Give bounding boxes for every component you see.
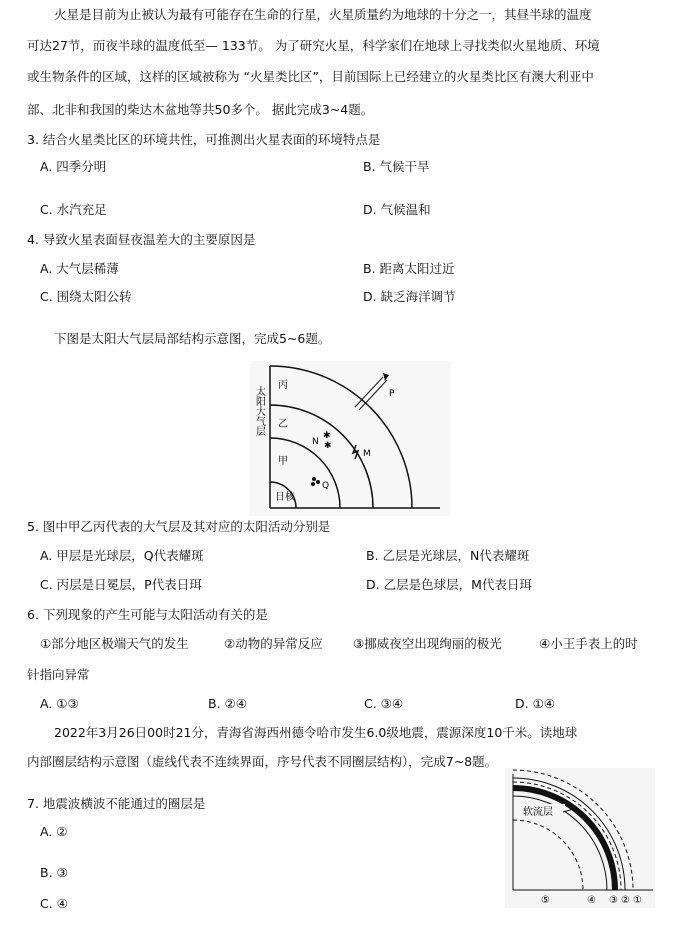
label-p: P (389, 389, 395, 399)
layer-1-label: ① (633, 895, 642, 906)
earth-interior-diagram (505, 768, 655, 908)
sun-intro: 下图是太阳大气层局部结构示意图，完成5~6题。 (54, 331, 331, 346)
q7-option-c: C. ④ (40, 896, 68, 911)
label-n: N (312, 437, 319, 447)
q6-item-2: ②动物的异常反应 (224, 636, 323, 651)
layer-3-label: ③ (609, 895, 618, 906)
q6-option-a: A. ①③ (40, 696, 79, 711)
sun-core: 日核 (275, 492, 295, 503)
intro-line-3: 或生物条件的区域，这样的区域被称为 “火星类比区”，目前国际上已经建立的火星类比区有澳大利亚中 (27, 69, 594, 84)
layer-2-label: ② (621, 895, 630, 906)
q3-option-d: D. 气候温和 (363, 202, 431, 217)
q5-stem: 5. 图中甲乙丙代表的大气层及其对应的太阳活动分别是 (27, 519, 331, 534)
q6-option-c: C. ③④ (364, 696, 404, 711)
quake-intro-line-2: 内部圈层结构示意图（虚线代表不连续界面，序号代表不同圈层结构），完成7~8题。 (27, 754, 498, 769)
layer-4-label: ④ (587, 895, 596, 906)
q5-option-b: B. 乙层是光球层，N代表耀斑 (366, 548, 530, 563)
q5-option-d: D. 乙层是色球层，M代表日珥 (366, 577, 532, 592)
q6-stem: 6. 下列现象的产生可能与太阳活动有关的是 (27, 607, 268, 622)
spots-n: ✱ (323, 431, 331, 441)
layer-bing: 丙 (278, 380, 288, 391)
q6-item-3: ③挪威夜空出现绚丽的极光 (353, 636, 502, 651)
q3-option-b: B. 气候干旱 (363, 159, 430, 174)
q4-stem: 4. 导致火星表面昼夜温差大的主要原因是 (27, 232, 256, 247)
q4-option-d: D. 缺乏海洋调节 (363, 289, 456, 304)
spots-n-2: ✱ (324, 441, 332, 451)
q6-option-d: D. ①④ (515, 696, 555, 711)
q4-option-b: B. 距离太阳过近 (363, 261, 455, 276)
sun-side-label: 太阳大气层 (253, 386, 265, 436)
sun-atmosphere-diagram (250, 361, 450, 516)
q6-option-b: B. ②④ (208, 696, 247, 711)
q6-item-4-cont: 针指向异常 (27, 667, 90, 682)
intro-line-4: 部、北非和我国的柴达木盆地等共50多个。 据此完成3~4题。 (27, 102, 374, 117)
q3-option-a: A. 四季分明 (40, 159, 107, 174)
label-m: M (363, 449, 371, 459)
intro-line-2: 可达27节，而夜半球的温度低至— 133节。 为了研究火星，科学家们在地球上寻找类似火星地质、环境 (27, 38, 600, 53)
label-q: Q (322, 481, 330, 491)
q7-stem: 7. 地震波横波不能通过的圈层是 (27, 796, 206, 811)
layer-5-label: ⑤ (541, 895, 550, 906)
q7-option-a: A. ② (40, 824, 68, 839)
q6-item-1: ①部分地区极端天气的发生 (40, 636, 189, 651)
intro-line-1: 火星是目前为止被认为最有可能存在生命的行星，火星质量约为地球的十分之一，其昼半球的温度 (54, 7, 592, 22)
q6-item-4: ④小王手表上的时 (539, 636, 638, 651)
q3-stem: 3. 结合火星类比区的环境共性，可推测出火星表面的环境特点是 (27, 132, 381, 147)
q7-option-b: B. ③ (40, 865, 68, 880)
q4-option-c: C. 围绕太阳公转 (40, 289, 132, 304)
q3-option-c: C. 水汽充足 (40, 202, 107, 217)
quake-intro-line-1: 2022年3月26日00时21分，青海省海西州德令哈市发生6.0级地震，震源深度10千米。读地球 (54, 725, 578, 740)
soft-layer-label: 软流层 (523, 807, 553, 818)
layer-jia: 甲 (278, 456, 288, 467)
q5-option-c: C. 丙层是日冕层，P代表日珥 (40, 577, 202, 592)
q5-option-a: A. 甲层是光球层，Q代表耀斑 (40, 548, 204, 563)
layer-yi: 乙 (278, 419, 288, 430)
q4-option-a: A. 大气层稀薄 (40, 261, 119, 276)
